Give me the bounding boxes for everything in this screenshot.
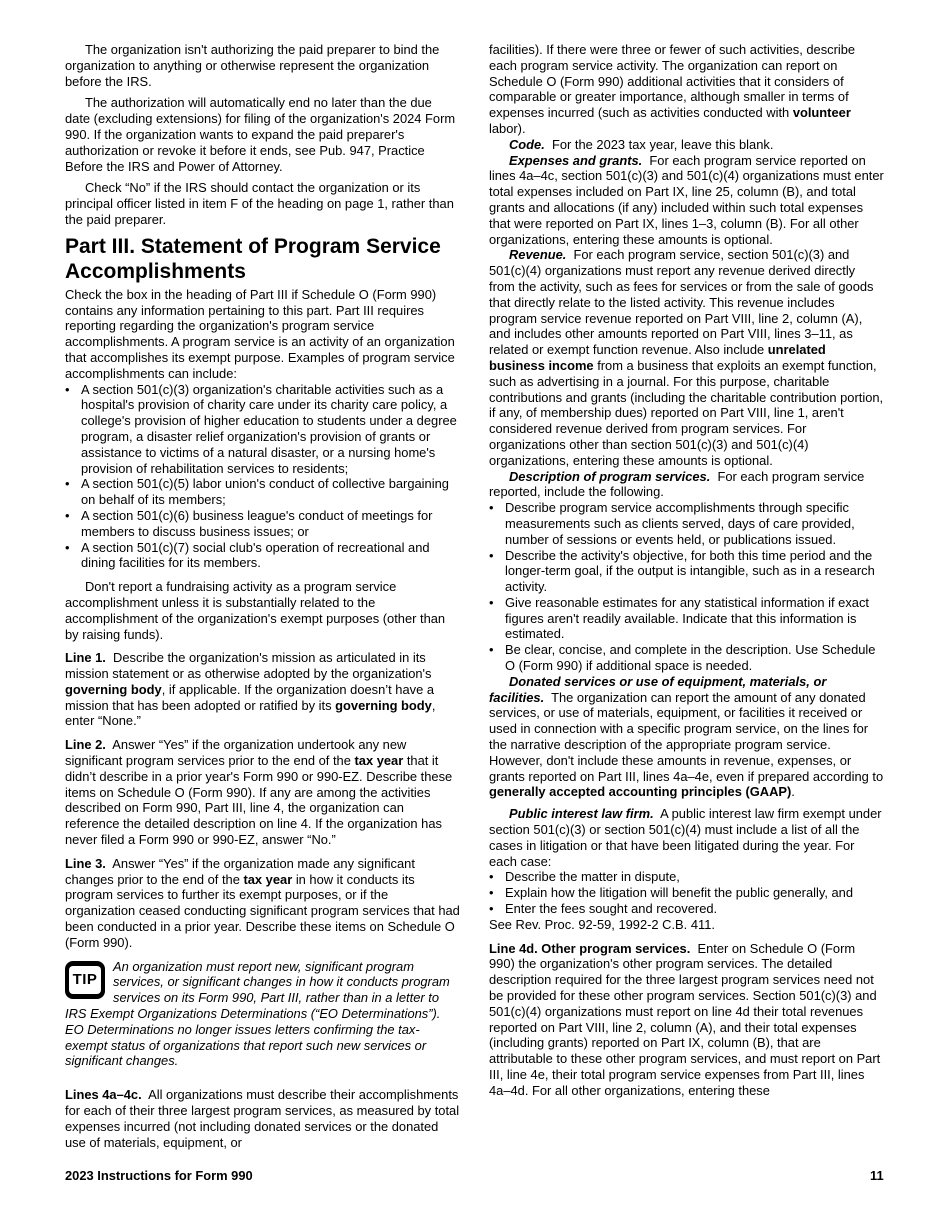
bullet-icon: • [65, 539, 70, 555]
lines-4a-4c-label: Lines 4a–4c. [65, 1087, 142, 1103]
paragraph-line-4d: Line 4d. Other program services. Enter on Schedule O (Form 990) the organization's other program services. The detailed description required for the three largest program services need not be provided for these other program services. Section 501(c)(3) and 501(c)(4) organizations must report on line 4d their total revenues reported on Part VIII, line 2, column (A), and their total expenses (including grants) reported on Part IX, column (B), that are attributable to these other program services, and must report on Part III, line 4e, their total program service expenses from Part III, lines 4a–4d. For all other organizations, entering these [489, 940, 881, 1098]
bullet-icon: • [65, 476, 70, 492]
list-item: • A section 501(c)(5) labor union's conduct of collective bargaining on behalf of its members; [65, 476, 449, 508]
paragraph-lines-4a-continued: facilities). If there were three or fewer of such activities, describe each program service activity. The organization can report on Schedule O (Form 990) additional activities that it considers of comparable or greater importance, although smaller in terms of expenses incurred (such as activities conducted with volunteer labor). [489, 42, 856, 136]
bullet-icon: • [489, 547, 494, 563]
list-item: • Describe program service accomplishments through specific measurements such as clients served, days of care provided, number of sessions or events held, or publications issued. [489, 500, 855, 547]
list-item: • Enter the fees sought and recovered. [489, 901, 718, 917]
line-1-label: Line 1. [65, 650, 106, 666]
paragraph-line-1: Line 1. Describe the organization's mission as articulated in its mission statement or as otherwise adopted by the organization's governing body, if applicable. If the organization doesn’t have a mission that has been adopted or ratified by its governing body, enter “None.” [65, 650, 436, 729]
paragraph-line-2: Line 2. Answer “Yes” if the organization undertook any new significant program services prior to the end of the tax year that it didn’t describe in a prior year's Form 990 or 990-EZ. Describe these items on Schedule O (Form 990). If any are among the activities described on Form 990, Part III, line 4, the organization can reference the detailed description on line 4. If the organization has never filed a Form 990 or 990-EZ, answer “No.” [65, 737, 453, 848]
description-label: Description of program services. [509, 468, 711, 484]
section-heading-part-iii: Part III. Statement of Program Service Accomplishments [65, 234, 441, 284]
donated-label: Donated services or use of equipment, materials, or facilities. [489, 673, 827, 705]
paragraph-code: Code. For the 2023 tax year, leave this blank. [509, 136, 774, 152]
bullet-icon: • [489, 594, 494, 610]
list-item: • A section 501(c)(3) organization's charitable activities such as a hospital's provision of charity care under its charity care policy, a college's provision of higher education to students under a degree program, a disaster relief organization's provision of grants or assistance to victims of a natural disaster, or a nursing home's provision of rehabilitation services to residents; [65, 381, 457, 476]
list-item: • Describe the matter in dispute, [489, 869, 680, 885]
list-item: • A section 501(c)(7) social club's operation of recreational and dining facilities for its members. [65, 539, 430, 571]
line-3-label: Line 3. [65, 855, 106, 871]
expenses-label: Expenses and grants. [509, 152, 643, 168]
paragraph-check-no: Check “No” if the IRS should contact the organization or its principal officer listed in item F of the heading on page 1, rather than the paid preparer. [65, 180, 454, 227]
list-item: • Describe the activity's objective, for both this time period and the longer-term goal, if the output is intangible, such as in a research activity. [489, 547, 875, 595]
bullet-icon: • [489, 642, 494, 658]
line-2-label: Line 2. [65, 737, 106, 753]
paragraph-lines-4a-4c: Lines 4a–4c. All organizations must describe their accomplishments for each of their three largest program services, as measured by total expenses incurred (not including donated services or the donated use of materials, equipment, or [65, 1087, 460, 1150]
paragraph-donated-services: Donated services or use of equipment, materials, or facilities. The organization can report the amount of any donated services, or use of materials, equipment, or facilities it received or used in connection with a specific program service, on the lines for the narrative description of the appropriate program service. However, don't include these amounts in revenue, expenses, or grants reported on Part III, lines 4a–4e, even if prepared according to generally accepted accounting principles (GAAP). [489, 673, 884, 800]
paragraph-public-interest-law: Public interest law firm. A public interest law firm exempt under section 501(c)(3) or section 501(c)(4) must include a list of all the cases in litigation or that have been litigated during the year. For each case: [489, 806, 882, 869]
paragraph-expenses-grants: Expenses and grants. For each program service reported on lines 4a–4c, section 501(c)(3) and 501(c)(4) organizations must enter total expenses included on Part IX, line 25, column (B), and total grants and allocations (if any) included within such total expenses that were reported on Part IX, lines 1–3, column (B). For all other organizations, entering these amounts is optional. [489, 152, 884, 247]
list-program-examples [65, 382, 460, 572]
list-item: • Be clear, concise, and complete in the description. Use Schedule O (Form 990) if additional space is needed. [489, 642, 876, 674]
tip-icon-label: TIP [69, 966, 101, 994]
line-4d-label: Line 4d. Other program services. [489, 940, 691, 956]
left-column [65, 42, 460, 1150]
paragraph-revenue: Revenue. For each program service, section 501(c)(3) and 501(c)(4) organizations must report any revenue derived directly from the activity, such as fees for services or from the sale of goods that directly relate to the listed activity. This revenue includes program service revenue reported on Part VIII, line 2, column (A), and includes other amounts reported on Part VIII, lines 3–11, as related or exempt function revenue. Also include unrelated business income from a business that exploits an exempt function, such as advertising in a journal. For this purpose, charitable contributions and grants (including the charitable contribution portion, if any, of membership dues) reported on Part VIII, line 1, aren't considered revenue derived from program services. For organizations other than section 501(c)(3) and 501(c)(4) organizations, entering these amounts is optional. [489, 247, 884, 468]
paragraph-rev-proc: See Rev. Proc. 92-59, 1992-2 C.B. 411. [489, 916, 715, 932]
paragraph-part-iii-intro: Check the box in the heading of Part III if Schedule O (Form 990) contains any information pertaining to this part. Part III requires reporting regarding the organization's program service accomplishments. A program service is an activity of an organization that accomplishes its exempt purpose. Examples of program service accomplishments can include: [65, 286, 455, 381]
tip-icon [65, 961, 105, 999]
tip-callout [65, 959, 460, 1070]
list-item: • Explain how the litigation will benefit the public generally, and [489, 885, 854, 901]
paragraph-authorization-end: The authorization will automatically end no later than the due date (excluding extensions) for filing of the organization's 2024 Form 990. If the organization wants to expand the paid preparer's authorization or revoke it before it ends, see Pub. 947, Practice Before the IRS and Power of Attorney. [65, 95, 456, 174]
right-column [489, 42, 884, 1099]
list-item: • A section 501(c)(6) business league's conduct of meetings for members to discuss business issues; or [65, 507, 433, 539]
tip-text: An organization must report new, significant program services, or significant changes in how it conducts program services on its Form 990, Part III, rather than in a letter to IRS Exempt Organizations Determinations (“EO Determinations”). EO Determinations no longer issues letters confirming the tax-exempt status of organizations that report such new services or significant changes. [65, 958, 450, 1069]
paragraph-description: Description of program services. For each program service reported, include the following. [489, 468, 865, 500]
paragraph-authorization-scope: The organization isn't authorizing the paid preparer to bind the organization to anything or otherwise represent the organization before the IRS. [65, 42, 440, 89]
list-item: • Give reasonable estimates for any statistical information if exact figures aren't readily available. Indicate that this information is estimated. [489, 594, 869, 642]
bullet-icon: • [489, 869, 494, 885]
bullet-icon: • [489, 885, 494, 901]
revenue-label: Revenue. [509, 247, 567, 263]
law-label: Public interest law firm. [509, 806, 654, 822]
list-description-guidance [489, 500, 884, 674]
list-case-requirements [489, 869, 884, 916]
paragraph-line-3: Line 3. Answer “Yes” if the organization made any significant changes prior to the end of the tax year in how it conducts its program services to further its exempt purposes, or if the organization ceased conducting significant program services that had been conducted in a prior year. Describe these items on Schedule O (Form 990). [65, 855, 460, 950]
footer-title: 2023 Instructions for Form 990 [65, 1168, 253, 1183]
bullet-icon: • [489, 500, 494, 516]
paragraph-fundraising: Don't report a fundraising activity as a program service accomplishment unless it is substantially related to the accomplishment of the organization's exempt purposes (other than by raising funds). [65, 579, 446, 642]
code-label: Code. [509, 136, 545, 152]
bullet-icon: • [489, 901, 494, 917]
bullet-icon: • [65, 507, 70, 523]
bullet-icon: • [65, 381, 70, 397]
page-number: 11 [870, 1168, 884, 1183]
